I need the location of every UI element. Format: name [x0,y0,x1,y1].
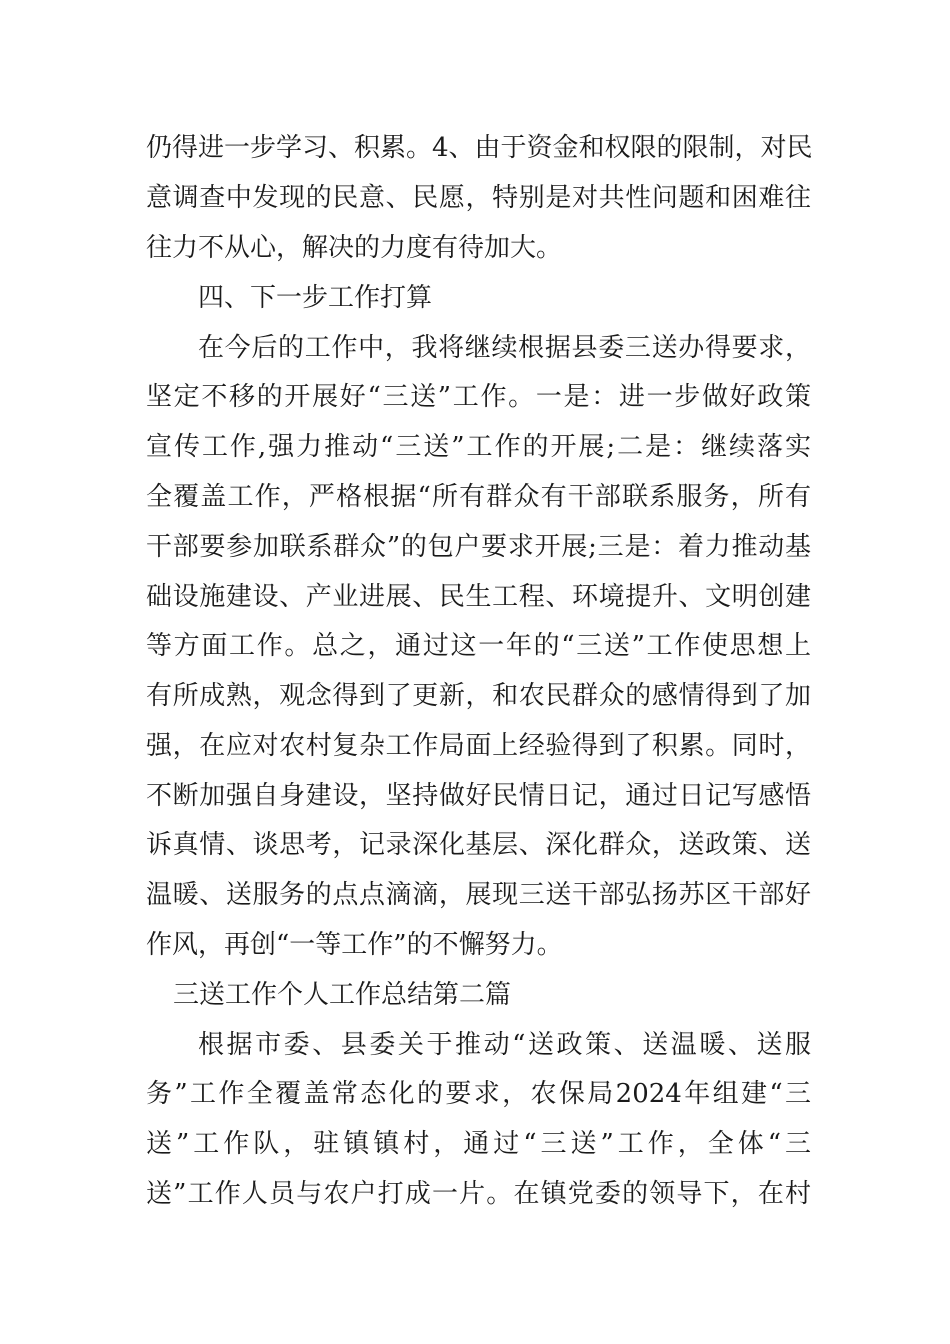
paragraph-line: 送”工作人员与农户打成一片。在镇党委的领导下，在村 [146,1179,811,1209]
paragraph-line: 作风，再创“一等工作”的不懈努力。 [146,930,563,960]
paragraph-line: 意调查中发现的民意、民愿，特别是对共性问题和困难往 [146,183,811,213]
paragraph-line: 诉真情、谈思考，记录深化基层、深化群众，送政策、送 [146,830,811,860]
paragraph-line: 务”工作全覆盖常态化的要求，农保局2024年组建“三 [146,1079,811,1109]
paragraph-line: 等方面工作。总之，通过这一年的“三送”工作使思想上 [146,631,811,661]
paragraph-line: 全覆盖工作，严格根据“所有群众有干部联系服务，所有 [146,482,811,512]
paragraph-line: 础设施建设、产业进展、民生工程、环境提升、文明创建 [146,582,811,612]
paragraph-line: 干部要参加联系群众”的包户要求开展;三是：着力推动基 [146,532,811,562]
paragraph-line: 坚定不移的开展好“三送”工作。一是：进一步做好政策 [146,382,811,412]
paragraph-line: 送”工作队，驻镇镇村，通过“三送”工作，全体“三 [146,1129,811,1159]
paragraph-line: 宣传工作,强力推动“三送”工作的开展;二是：继续落实 [146,432,811,462]
paragraph-line: 温暖、送服务的点点滴滴，展现三送干部弘扬苏区干部好 [146,880,811,910]
article-title: 三送工作个人工作总结第二篇 [173,980,512,1010]
paragraph-line: 强，在应对农村复杂工作局面上经验得到了积累。同时， [146,731,811,761]
paragraph-line: 不断加强自身建设，坚持做好民情日记，通过日记写感悟 [146,781,811,811]
paragraph-line: 有所成熟，观念得到了更新，和农民群众的感情得到了加 [146,681,811,711]
paragraph-line: 在今后的工作中，我将继续根据县委三送办得要求， [198,333,811,363]
paragraph-line: 仍得进一步学习、积累。4、由于资金和权限的限制，对民 [146,133,813,163]
section-heading: 四、下一步工作打算 [198,283,433,313]
paragraph-line: 根据市委、县委关于推动“送政策、送温暖、送服 [198,1030,811,1060]
paragraph-line: 往力不从心，解决的力度有待加大。 [146,233,563,263]
